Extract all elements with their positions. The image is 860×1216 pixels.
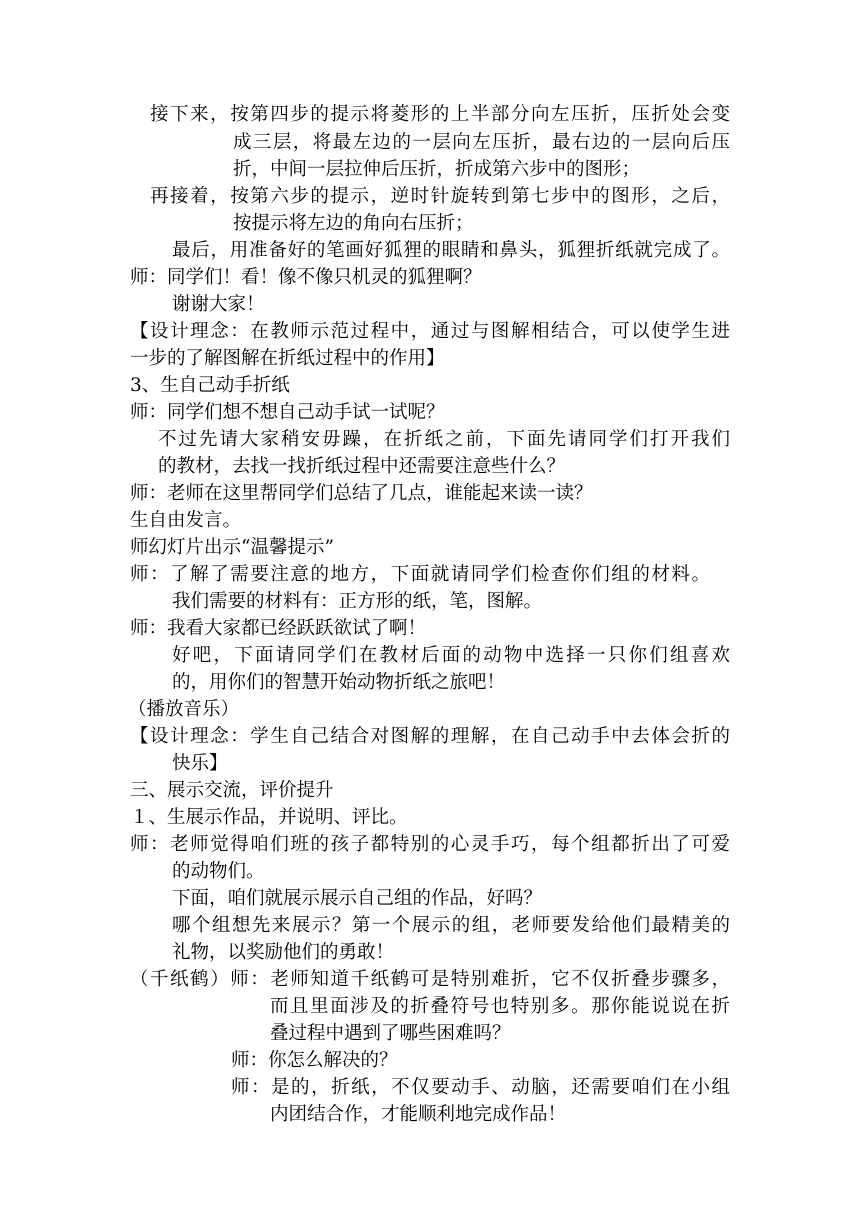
text-line: 下面，咱们就展示展示自己组的作品，好吗？	[172, 888, 543, 909]
text-line: 师幻灯片出示“温馨提示”	[130, 537, 334, 558]
text-line: 师：我看大家都已经跃跃欲试了啊！	[130, 618, 427, 639]
text-line: 再接着，按第六步的提示，逆时针旋转到第七步中的图形，之后，	[150, 186, 730, 207]
section-heading: 3、生自己动手折纸	[130, 375, 290, 396]
text-line: 内团结合作，才能顺利地完成作品！	[270, 1104, 567, 1125]
text-line: 快乐】	[172, 753, 228, 774]
text-line: 我们需要的材料有：正方形的纸，笔，图解。	[172, 591, 543, 612]
text-line: 谢谢大家！	[172, 294, 265, 315]
text-line: 师：同学们想不想自己动手试一试呢？	[130, 402, 445, 423]
text-line: 的动物们。	[172, 861, 265, 882]
text-line: 成三层，将最左边的一层向左压折，最右边的一层向后压	[233, 132, 730, 153]
text-line: 最后，用准备好的笔画好狐狸的眼睛和鼻头，狐狸折纸就完成了。	[172, 240, 730, 261]
text-line: 生自由发言。	[130, 510, 242, 531]
text-line: 哪个组想先来展示？第一个展示的组，老师要发给他们最精美的	[172, 915, 730, 936]
text-line: 【设计理念：学生自己结合对图解的理解，在自己动手中去体会折的	[130, 726, 730, 747]
text-line: 师：是的，折纸，不仅要动手、动脑，还需要咱们在小组	[231, 1077, 730, 1098]
text-line: 礼物，以奖励他们的勇敢！	[172, 942, 395, 963]
text-line: 的教材，去找一找折纸过程中还需要注意些什么？	[158, 456, 566, 477]
text-line: 按提示将左边的角向右压折；	[233, 213, 474, 234]
text-line: 好吧，下面请同学们在教材后面的动物中选择一只你们组喜欢	[172, 645, 730, 666]
text-line: 叠过程中遇到了哪些困难吗？	[270, 1023, 511, 1044]
text-line: （播放音乐）	[128, 699, 240, 720]
text-line: 不过先请大家稍安毋躁，在折纸之前，下面先请同学们打开我们	[158, 429, 730, 450]
section-heading: 三、展示交流，评价提升	[130, 780, 334, 801]
text-line: 折，中间一层拉伸后压折，折成第六步中的图形；	[233, 159, 641, 180]
text-line: 师：老师在这里帮同学们总结了几点，谁能起来读一读？	[130, 483, 593, 504]
text-line: 师：同学们！看！像不像只机灵的狐狸啊？	[130, 267, 482, 288]
text-line: （千纸鹤）师：老师知道千纸鹤可是特别难折，它不仅折叠步骤多，	[130, 969, 730, 990]
text-line: 接下来，按第四步的提示将菱形的上半部分向左压折，压折处会变	[150, 104, 730, 125]
text-line: 的，用你们的智慧开始动物折纸之旅吧！	[172, 672, 506, 693]
text-line: 师：你怎么解决的？	[231, 1050, 398, 1071]
text-line: 师：老师觉得咱们班的孩子都特别的心灵手巧，每个组都折出了可爱	[130, 834, 730, 855]
text-line: 【设计理念：在教师示范过程中，通过与图解相结合，可以使学生进	[130, 321, 730, 342]
text-line: 而且里面涉及的折叠符号也特别多。那你能说说在折	[270, 996, 730, 1017]
section-heading: １、生展示作品，并说明、评比。	[130, 807, 408, 828]
text-line: 师：了解了需要注意的地方，下面就请同学们检查你们组的材料。	[130, 564, 710, 585]
text-line: 一步的了解图解在折纸过程中的作用】	[130, 348, 445, 369]
